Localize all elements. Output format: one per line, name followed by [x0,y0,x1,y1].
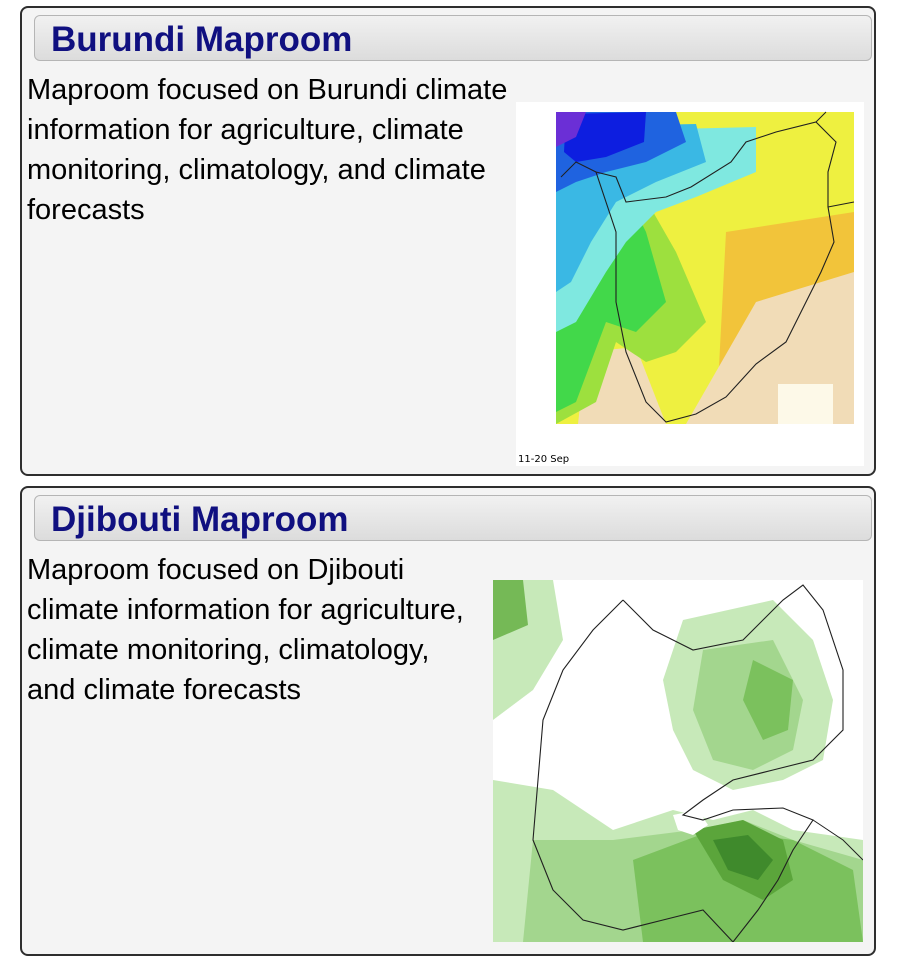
maproom-card-header [34,495,872,541]
maproom-description: Maproom focused on Djibouti climate information for agriculture, climate monitoring, climatology, and climate forecasts [27,554,464,706]
maproom-description: Maproom focused on Burundi climate information for agriculture, climate monitoring, climatology, and climate forecasts [27,74,508,226]
maproom-card-burundi[interactable] [20,6,876,476]
maproom-title-link[interactable]: Djibouti Maproom [51,500,349,539]
maproom-title-link[interactable]: Burundi Maproom [51,20,353,59]
burundi-map-thumbnail[interactable] [516,102,864,466]
djibouti-map-thumbnail[interactable] [493,580,863,942]
maproom-card-djibouti[interactable] [20,486,876,956]
maproom-card-header [34,15,872,61]
map-caption: 11-20 Sep [518,454,570,465]
